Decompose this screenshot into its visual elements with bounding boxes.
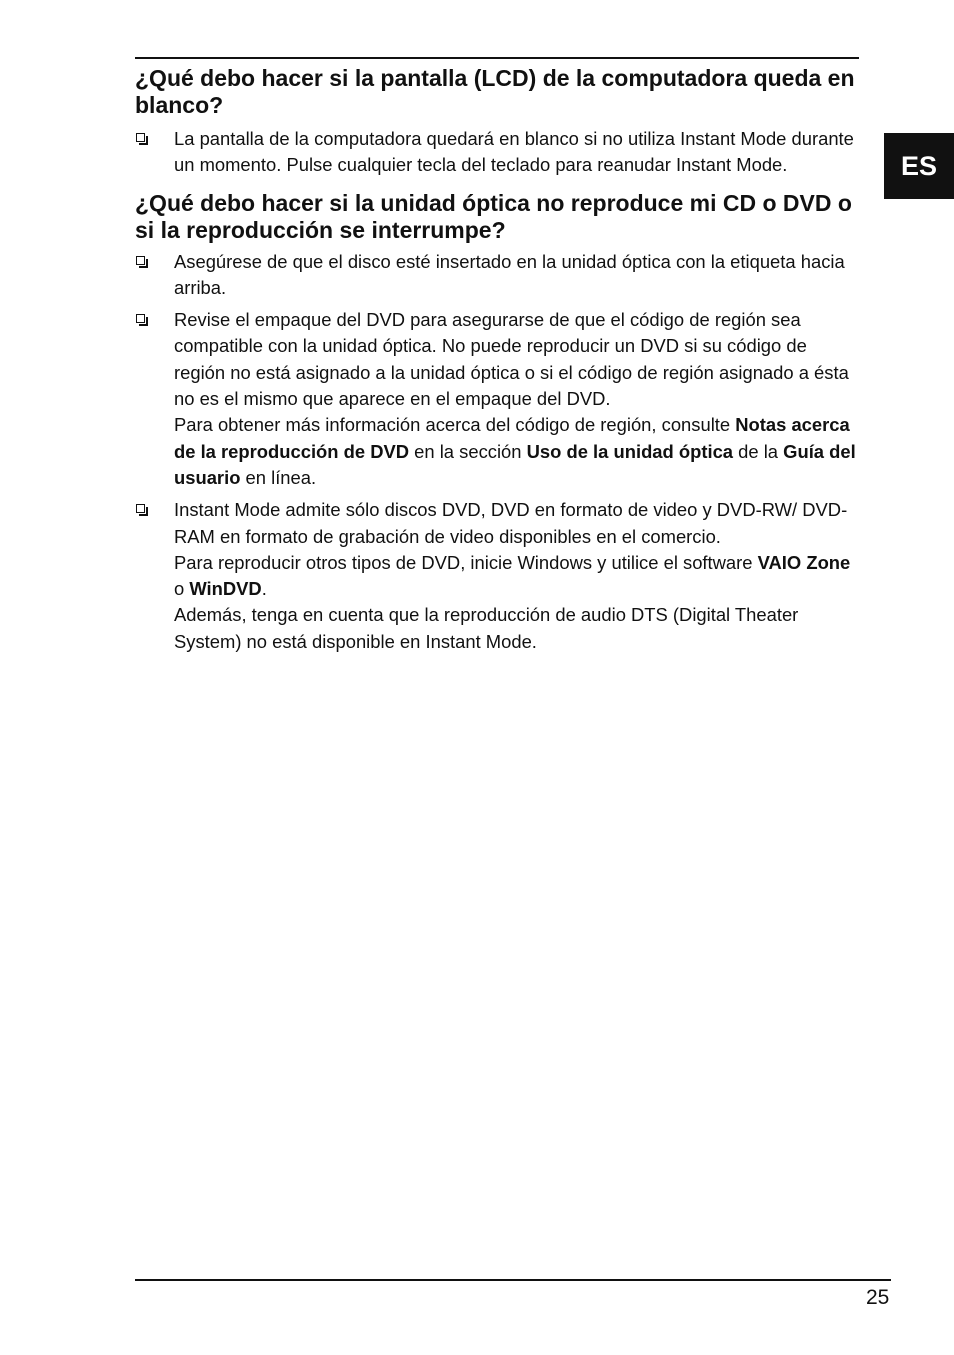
reference-uso-unidad: Uso de la unidad óptica [526,440,734,462]
checkbox-bullet-icon [136,504,145,513]
page-number: 25 [866,1286,890,1309]
reference-guia-usuario: Guía del usuario [174,440,856,488]
list-item-text: Revise el empaque del DVD para asegurarse de que el código de región sea compatible con la unidad óptica. No puede reproducir un DVD si su código de región no está asignado a la unidad óptica o si el código de región asignado a ésta no es el mismo que aparece en el empaque del DVD. [174,309,849,410]
list-item-note: Además, tenga en cuenta que la reproducción de audio DTS (Digital Theater System) no está disponible en Instant Mode. [174,604,799,652]
list-item-text-post: en línea. [240,466,317,488]
list-item-text-more: Para obtener más información acerca del código de región, consulte [174,414,736,436]
section-heading-lcd: ¿Qué debo hacer si la pantalla (LCD) de la computadora queda en blanco? [135,65,855,118]
list-item [135,307,859,491]
reference-notas: Notas acerca de la reproducción de DVD [174,414,850,462]
list-item-text-mid: de la [733,440,784,462]
bottom-rule [135,1279,891,1281]
checkbox-bullet-icon [136,256,145,265]
checkbox-bullet-icon [136,314,145,323]
bullet-list-lcd [135,126,859,179]
software-windvd: WinDVD [189,578,262,600]
list-item-text-mid: en la sección [409,440,527,462]
bullet-list-optical [135,249,859,655]
list-item [135,497,859,655]
list-item-text-mid: o [174,578,190,600]
page-content [135,65,859,661]
list-item-text-post: . [261,578,267,600]
top-rule [135,57,859,59]
software-vaio-zone: VAIO Zone [757,551,851,573]
checkbox-bullet-icon [136,133,145,142]
list-item [135,249,859,302]
list-item [135,126,859,179]
list-item-text: Instant Mode admite sólo discos DVD, DVD en formato de video y DVD-RW/ DVD-RAM en formato de grabación de video disponibles en el comercio. [174,499,848,547]
language-tab [884,133,954,199]
language-tab-label: ES [900,150,938,181]
section-heading-optical: ¿Qué debo hacer si la unidad óptica no reproduce mi CD o DVD o si la reproducción se interrumpe? [135,189,852,243]
list-item-text-pre: Para reproducir otros tipos de DVD, inicie Windows y utilice el software [174,551,758,573]
list-item-text: La pantalla de la computadora quedará en blanco si no utiliza Instant Mode durante un momento. Pulse cualquier tecla del teclado para reanudar Instant Mode. [174,128,854,176]
list-item-text: Asegúrese de que el disco esté insertado en la unidad óptica con la etiqueta hacia arriba. [174,250,845,298]
